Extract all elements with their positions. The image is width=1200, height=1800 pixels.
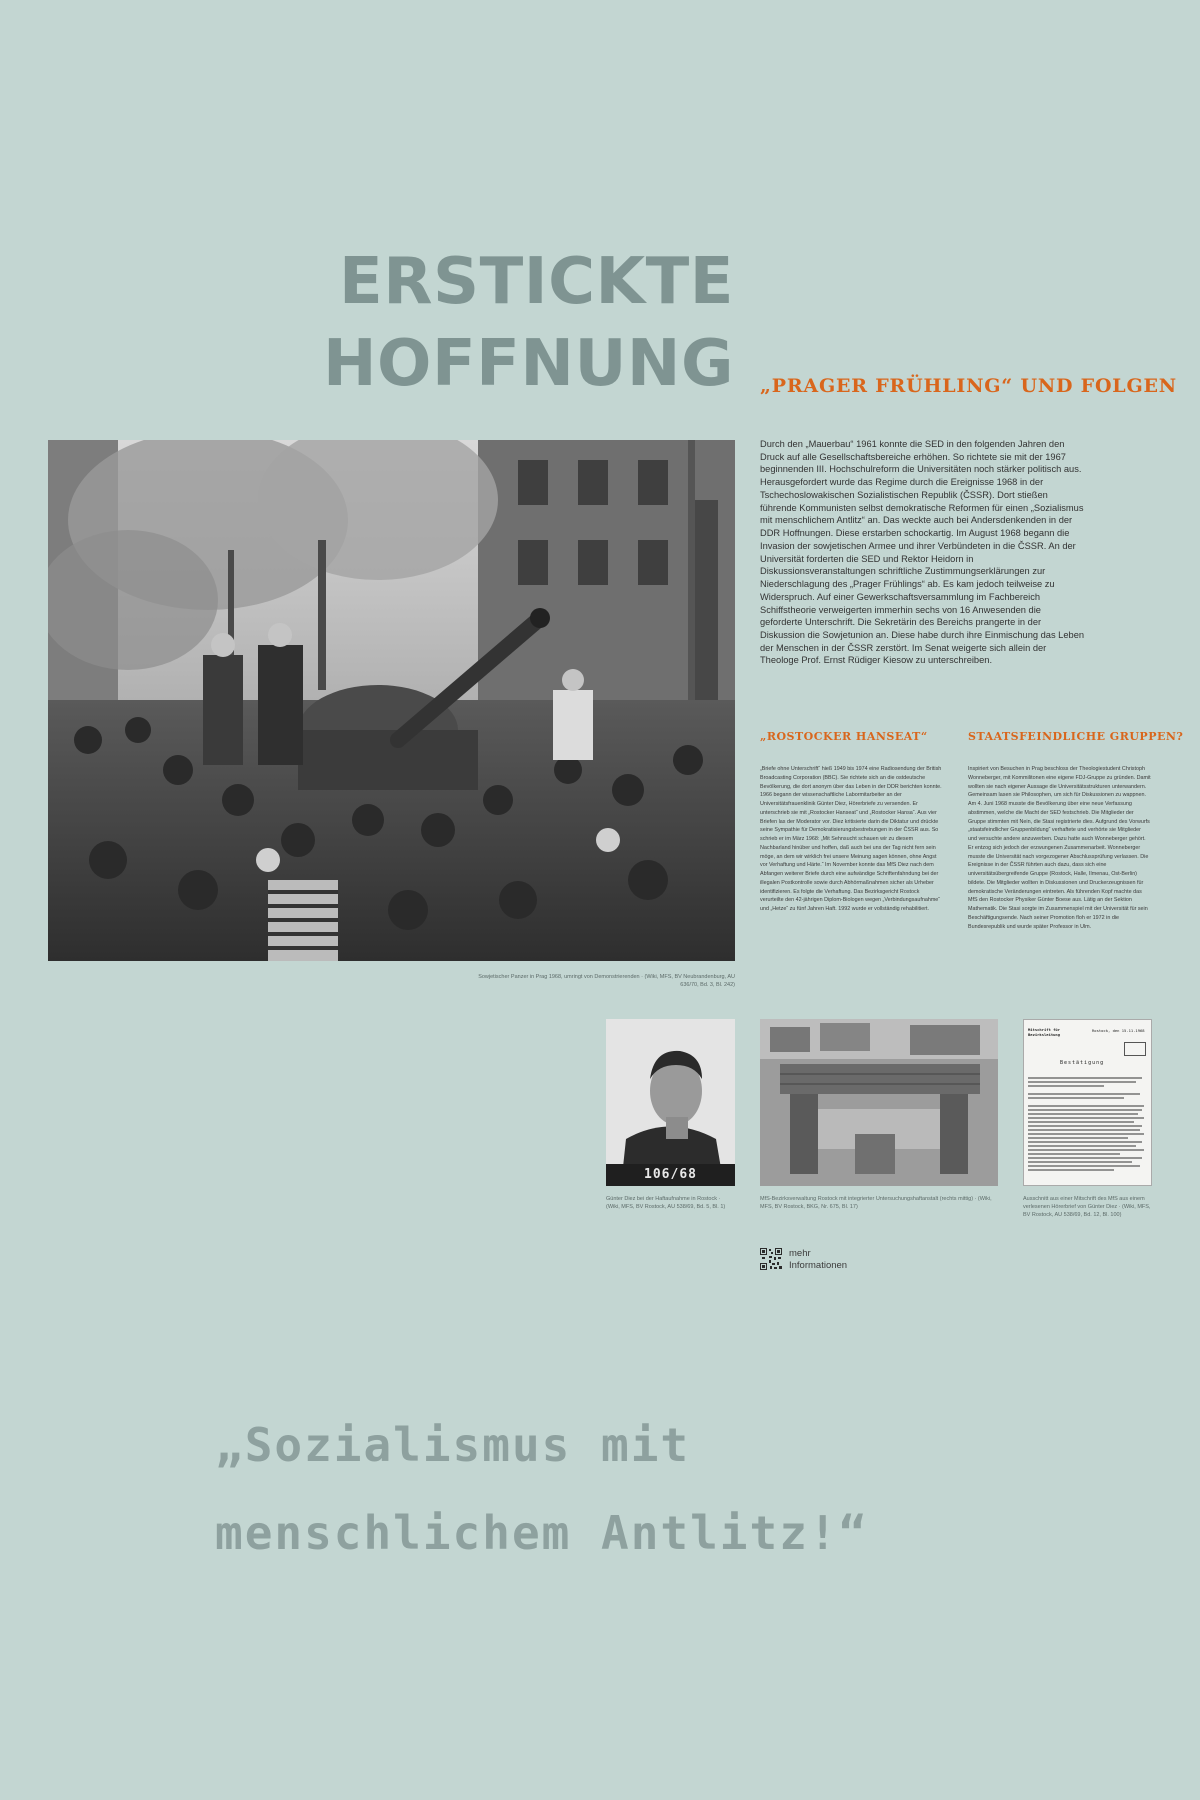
quote-line-2: menschlichem Antlitz!“ bbox=[215, 1506, 869, 1560]
section-gruppen-text: Inspiriert von Besuchen in Prag beschloss der Theologiestudent Christoph Wonneberger, mit Kommilitonen eine eigene FDJ-Gruppe zu gründen. Damit wollten sie nach eigener Aussage die Universitätsstrukturen unterwandern. Gemeinsam lasen sie Philosophen, um sich für Diskussionen zu wappnen. Am 4. Juni 1968 musste die Bevölkerung über eine neue Verfassung abstimmen, welche die Macht der SED festschrieb. Die Mitglieder der Gruppe stimmten mit Nein, die Stasi registrierte dies. Aufgrund des Vorwurfs „staatsfeindlicher Gruppenbildung“ verhaftete und verhörte sie Mitglieder und versuchte andere anzuwerben. Dazu hatte auch Wonneberger gehört. Er entzog sich jedoch der erzwungenen Zusammenarbeit. Wonneberger musste die Universität nach vorgezogener Abschlussprüfung verlassen. Die Ereignisse in der ČSSR führten auch dazu, dass sich eine universitätsübergreifende Gruppe (Rostock, Halle, Ilmenau, Ost-Berlin) bildete. Die Mitglieder wollten in Diskussionen und Druckerzeugnissen für demokratische Veränderungen eintreten. Als führenden Kopf machte das MfS den Rostocker Physiker Günter Boese aus. Lätig an der Sektion Mathematik. Die Stasi sorgte im Zusammenspiel mit der Universität für sein Beschäftigungsende. Nach seiner Promotion floh er 1972 in die Bundesrepublik und wurde später Professor in Ulm. bbox=[968, 766, 1151, 930]
photo-portrait-caption: Günter Diez bei der Haftaufnahme in Rostock · (Wiki, MFS, BV Rostock, AU 538/69, Bd. 5, Bl. 1) bbox=[606, 1196, 726, 1210]
photo-portrait-diez bbox=[606, 1019, 735, 1186]
more-info-line-2: Informationen bbox=[789, 1260, 848, 1272]
section-hanseat-text: „Briefe ohne Unterschrift“ hieß 1949 bis 1974 eine Radiosendung der British Broadcasting Corporation (BBC). Sie richtete sich an die ostdeutsche Bevölkerung, die dort anonym über das Leben in der DDR berichten konnte. 1966 begann der wissenschaftliche Labormitarbeiter an der Universitätsfrauenklinik Günter Diez, Hörerbriefe zu versenden. Er unterschrieb sie mit „Rostocker Hanseat“ und „Rostocker Hansa“. Aus vier Briefen las der Moderator vor. Diez kritisierte darin die Diktatur und drückte seine Sympathie für Demokratisierungsbestrebungen in der ČSSR aus. So schrieb er im März 1968: „Mit Sehnsucht schauen wir zu diesem Nachbarland hinüber und hoffen, daß auch bei uns der Tag nicht fern sein möge, an dem wir wirklich frei unsere Meinung sagen können, ohne Angst vor Verhaftung und Härte.“ Im November konnte das MfS Diez nach dem Abfangen weiterer Briefe durch eine aufwändige Schriftenfahndung bei der illegalen Postkontrolle sowie durch Abhörmaßnahmen sicher als Urheber identifizieren. Es folgte die Verhaftung. Das Bezirksgericht Rostock verurteilte den 42-jährigen Diplom-Biologen wegen „Verbindungsaufnahme“ und „Hetze“ zu fünf Jahren Haft. 1992 wurde er vollständig rehabilitiert. bbox=[760, 766, 942, 912]
title-line-2: HOFFNUNG bbox=[322, 327, 734, 401]
photo-aerial-building bbox=[760, 1019, 998, 1186]
photo-document-caption: Ausschnitt aus einer Mitschrift des MfS aus einem verlesenen Hörerbrief von Günter Diez · (Wiki, MFS, BV Rostock, AU 538/69, Bd. 12, Bl. 100) bbox=[1023, 1196, 1151, 1218]
intro-text bbox=[760, 438, 1085, 667]
section-gruppen-heading: STAATSFEINDLICHE GRUPPEN? bbox=[968, 730, 1184, 743]
more-info-link[interactable] bbox=[789, 1248, 847, 1273]
qr-code-icon[interactable] bbox=[760, 1248, 782, 1270]
more-info-line-1: mehr bbox=[789, 1248, 811, 1259]
photo-aerial-caption: MfS-Bezirksverwaltung Rostock mit integrierter Untersuchungshaftanstalt (rechts mittig) · (Wiki, MFS, BV Rostock, BKG, Nr. 675, Bl. 17) bbox=[760, 1196, 992, 1210]
subtitle: „PRAGER FRÜHLING“ UND FOLGEN bbox=[760, 375, 1177, 397]
main-photo-caption: Sowjetischer Panzer in Prag 1968, umringt von Demonstrierenden · (Wiki, MFS, BV Neubrandenburg, AU 636/70, Bd. 3, Bl. 242) bbox=[478, 974, 735, 988]
intro-paragraph-2: Herausgefordert wurde das Regime durch die Ereignisse 1968 in der Tschechoslowakischen Sozialistischen Republik (ČSSR). Dort stießen führende Kommunisten selbst demokratische Reformen für einen „Sozialismus mit menschlichem Antlitz“ an. Das weckte auch bei Andersdenkenden in der DDR Hoffnungen. Diese erstarben schockartig. Im August 1968 begann die Invasion der sowjetischen Armee und ihrer Verbündeten in die ČSSR. An der Universität forderten die SED und Rektor Heidorn in Diskussionsveranstaltungen schriftliche Zustimmungserklärungen zur Niederschlagung des „Prager Frühlings“ ab. Es kam jedoch teilweise zu Widerspruch. Auf einer Gewerkschaftsversammlung im Fachbereich Schiffstheorie verweigerten immerhin sechs von 16 Anwesenden die geforderte Unterschrift. Die Sekretärin des Bereichs prangerte in der Diskussion die Sowjetunion an. Diese habe durch ihre Einmischung das Leben der Menschen in der ČSSR zerstört. Im Senat weigerte sich allein der Theologe Prof. Ernst Rüdiger Kiesow zu unterschreiben. bbox=[760, 477, 1085, 666]
photo-document bbox=[1023, 1019, 1152, 1186]
photo-portrait-placard: 106/68 bbox=[606, 1164, 735, 1186]
document-heading: Bestätigung bbox=[1060, 1060, 1105, 1066]
quote-line-1: „Sozialismus mit bbox=[215, 1418, 691, 1472]
section-hanseat-heading: „ROSTOCKER HANSEAT“ bbox=[760, 730, 928, 743]
document-header: Rostock, den 15.11.1968 bbox=[1092, 1028, 1145, 1033]
title-line-1: ERSTICKTE bbox=[339, 245, 734, 319]
document-typed-lines bbox=[1024, 1072, 1151, 1186]
main-photo-tank-prague bbox=[48, 440, 735, 961]
intro-paragraph-1: Durch den „Mauerbau“ 1961 konnte die SED in den folgenden Jahren den Druck auf alle Gesellschaftsbereiche erhöhen. So richtete sie mit der 1967 beginnenden III. Hochschulreform die Universitäten noch stärker politisch aus. bbox=[760, 439, 1082, 475]
document-stamp bbox=[1124, 1042, 1146, 1056]
document-title: Mitschrift für Bezirksleitung bbox=[1028, 1027, 1061, 1037]
